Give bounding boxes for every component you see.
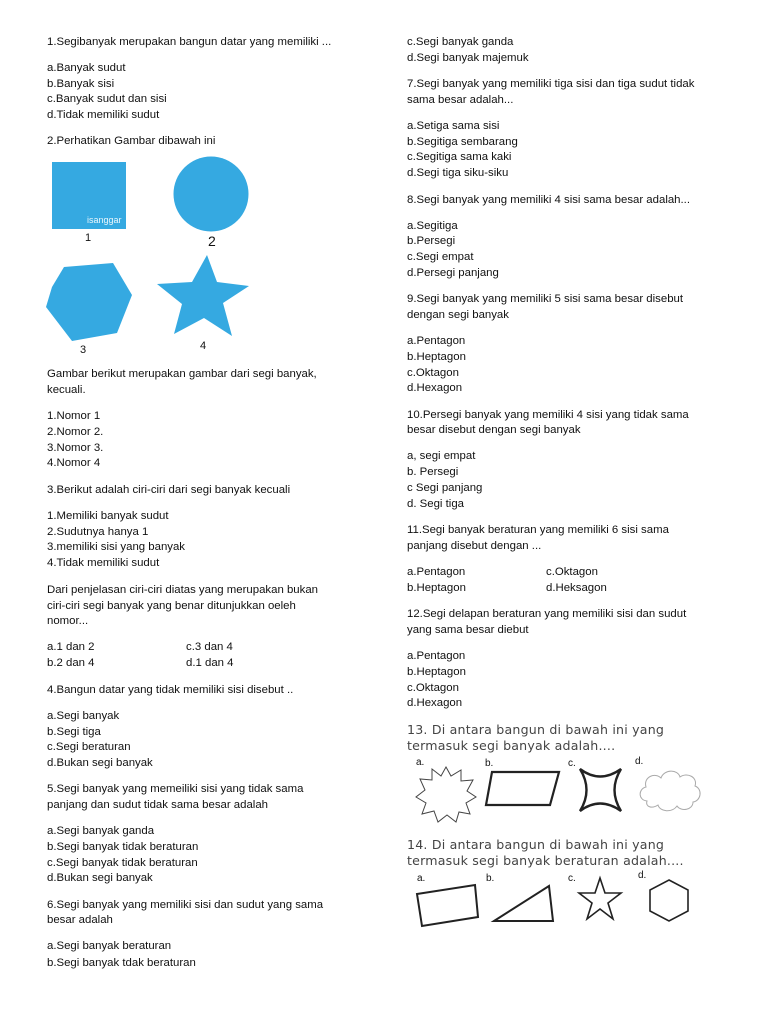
q5-question-line2: panjang dan sudut tidak sama besar adalah [47,799,269,811]
q2-question: 2.Perhatikan Gambar dibawah ini [47,135,216,147]
q12-option-b: b.Heptagon [407,666,466,678]
q10-option-a: a, segi empat [407,450,476,462]
q12-option-d: d.Hexagon [407,697,463,709]
q6-question-line2: besar adalah [47,914,113,926]
q7-question-line1: 7.Segi banyak yang memiliki tiga sisi dan tiga sudut tidak [407,78,695,90]
q9-option-b: b.Heptagon [407,351,466,363]
q6-question-line1: 6.Segi banyak yang memiliki sisi dan sudut yang sama [47,899,324,911]
q14-label-a: a. [417,873,426,884]
q1-option-d: d.Tidak memiliki sudut [47,109,160,121]
q4-question: 4.Bangun datar yang tidak memiliki sisi disebut .. [47,684,294,696]
q3-option-a: a.1 dan 2 [47,641,95,653]
q3-question: 3.Berikut adalah ciri-ciri dari segi banyak kecuali [47,484,291,496]
q10-option-b: b. Persegi [407,466,459,478]
q1-question: 1.Segibanyak merupakan bangun datar yang memiliki ... [47,36,332,48]
q10-question-line1: 10.Persegi banyak yang memiliki 4 sisi yang tidak sama [407,409,689,421]
q3-option-b: b.2 dan 4 [47,657,95,669]
q3-text-line1: Dari penjelasan ciri-ciri diatas yang merupakan bukan [47,584,318,596]
q3-item-4: 4.Tidak memiliki sudut [47,557,160,569]
q8-option-b: b.Persegi [407,235,456,247]
q13-concave-star-shape [576,766,626,814]
q12-question-line2: yang sama besar diebut [407,624,529,636]
q9-question-line2: dengan segi banyak [407,309,509,321]
q2-option-2: 2.Nomor 2. [47,426,104,438]
q9-option-a: a.Pentagon [407,335,466,347]
q2-option-3: 3.Nomor 3. [47,442,104,454]
q9-option-d: d.Hexagon [407,382,463,394]
q13-question-line2: termasuk segi banyak adalah.... [407,738,616,753]
q14-label-b: b. [486,873,495,884]
q2-label-1: 1 [85,232,92,244]
q12-question-line1: 12.Segi delapan beraturan yang memiliki sisi dan sudut [407,608,687,620]
q8-option-d: d.Persegi panjang [407,267,499,279]
q11-option-a: a.Pentagon [407,566,466,578]
q4-option-c: c.Segi beraturan [47,741,131,753]
q2-text-line2: kecuali. [47,384,86,396]
q10-question-line2: besar disebut dengan segi banyak [407,424,581,436]
q8-option-c: c.Segi empat [407,251,474,263]
q11-question-line1: 11.Segi banyak beraturan yang memiliki 6 sisi sama [407,524,669,536]
q14-triangle-shape [492,883,558,925]
q13-trapezoid-shape [484,770,566,808]
q10-option-d: d. Segi tiga [407,498,464,510]
q2-option-1: 1.Nomor 1 [47,410,101,422]
q5-option-a: a.Segi banyak ganda [47,825,155,837]
circle-shape [172,157,252,237]
q11-question-line2: panjang disebut dengan ... [407,540,542,552]
q11-option-d: d.Heksagon [546,582,607,594]
q12-option-c: c.Oktagon [407,682,459,694]
q3-text-line3: nomor... [47,615,89,627]
q1-option-a: a.Banyak sudut [47,62,126,74]
q2-label-2: 2 [208,233,216,249]
q10-option-c: c Segi panjang [407,482,483,494]
q12-option-a: a.Pentagon [407,650,466,662]
q14-label-d: d. [638,870,647,881]
q4-option-a: a.Segi banyak [47,710,120,722]
q13-cloud-shape [637,767,703,813]
q8-question: 8.Segi banyak yang memiliki 4 sisi sama besar adalah... [407,194,691,206]
q3-item-3: 3.memiliki sisi yang banyak [47,541,186,553]
q2-option-4: 4.Nomor 4 [47,457,101,469]
q6-option-a: a.Segi banyak beraturan [47,940,172,952]
q11-option-b: b.Heptagon [407,582,466,594]
q6-option-d: d.Segi banyak majemuk [407,52,529,64]
q5-option-d: d.Bukan segi banyak [47,872,153,884]
q3-option-c: c.3 dan 4 [186,641,233,653]
q3-item-2: 2.Sudutnya hanya 1 [47,526,149,538]
q2-label-4: 4 [200,340,207,352]
q14-label-c: c. [568,873,576,884]
q2-label-3: 3 [80,344,87,356]
q13-label-a: a. [416,757,425,768]
q6-option-c: c.Segi banyak ganda [407,36,514,48]
q5-question-line1: 5.Segi banyak yang memeiliki sisi yang tidak sama [47,783,304,795]
q3-item-1: 1.Memiliki banyak sudut [47,510,169,522]
q7-option-b: b.Segitiga sembarang [407,136,518,148]
q3-option-d: d.1 dan 4 [186,657,234,669]
q3-text-line2: ciri-ciri segi banyak yang benar ditunjukkan oeleh [47,600,296,612]
q14-star-shape [576,876,626,924]
q7-option-c: c.Segitiga sama kaki [407,151,512,163]
q11-option-c: c.Oktagon [546,566,598,578]
q1-option-b: b.Banyak sisi [47,78,115,90]
q2-text-line1: Gambar berikut merupakan gambar dari segi banyak, [47,368,317,380]
q4-option-b: b.Segi tiga [47,726,101,738]
q13-label-c: c. [568,758,576,769]
q14-question-line2: termasuk segi banyak beraturan adalah.... [407,853,684,868]
star-shape [157,254,252,344]
q2-watermark: isanggar [87,215,122,225]
q14-hexagon-shape [648,878,694,926]
q13-label-d: d. [635,756,644,767]
q7-option-d: d.Segi tiga siku-siku [407,167,509,179]
q14-rectangle-shape [414,883,480,929]
q14-question-line1: 14. Di antara bangun di bawah ini yang [407,837,665,852]
q8-option-a: a.Segitiga [407,220,458,232]
q13-question-line1: 13. Di antara bangun di bawah ini yang [407,722,665,737]
q7-question-line2: sama besar adalah... [407,94,514,106]
q13-starburst-shape [414,765,478,823]
q6-option-b: b.Segi banyak tdak beraturan [47,957,196,969]
hexagon-shape [46,263,136,343]
q4-option-d: d.Bukan segi banyak [47,757,153,769]
q5-option-b: b.Segi banyak tidak beraturan [47,841,199,853]
q9-question-line1: 9.Segi banyak yang memiliki 5 sisi sama besar disebut [407,293,684,305]
q9-option-c: c.Oktagon [407,367,459,379]
q5-option-c: c.Segi banyak tidak beraturan [47,857,198,869]
q1-option-c: c.Banyak sudut dan sisi [47,93,167,105]
q7-option-a: a.Setiga sama sisi [407,120,500,132]
q13-label-b: b. [485,758,494,769]
